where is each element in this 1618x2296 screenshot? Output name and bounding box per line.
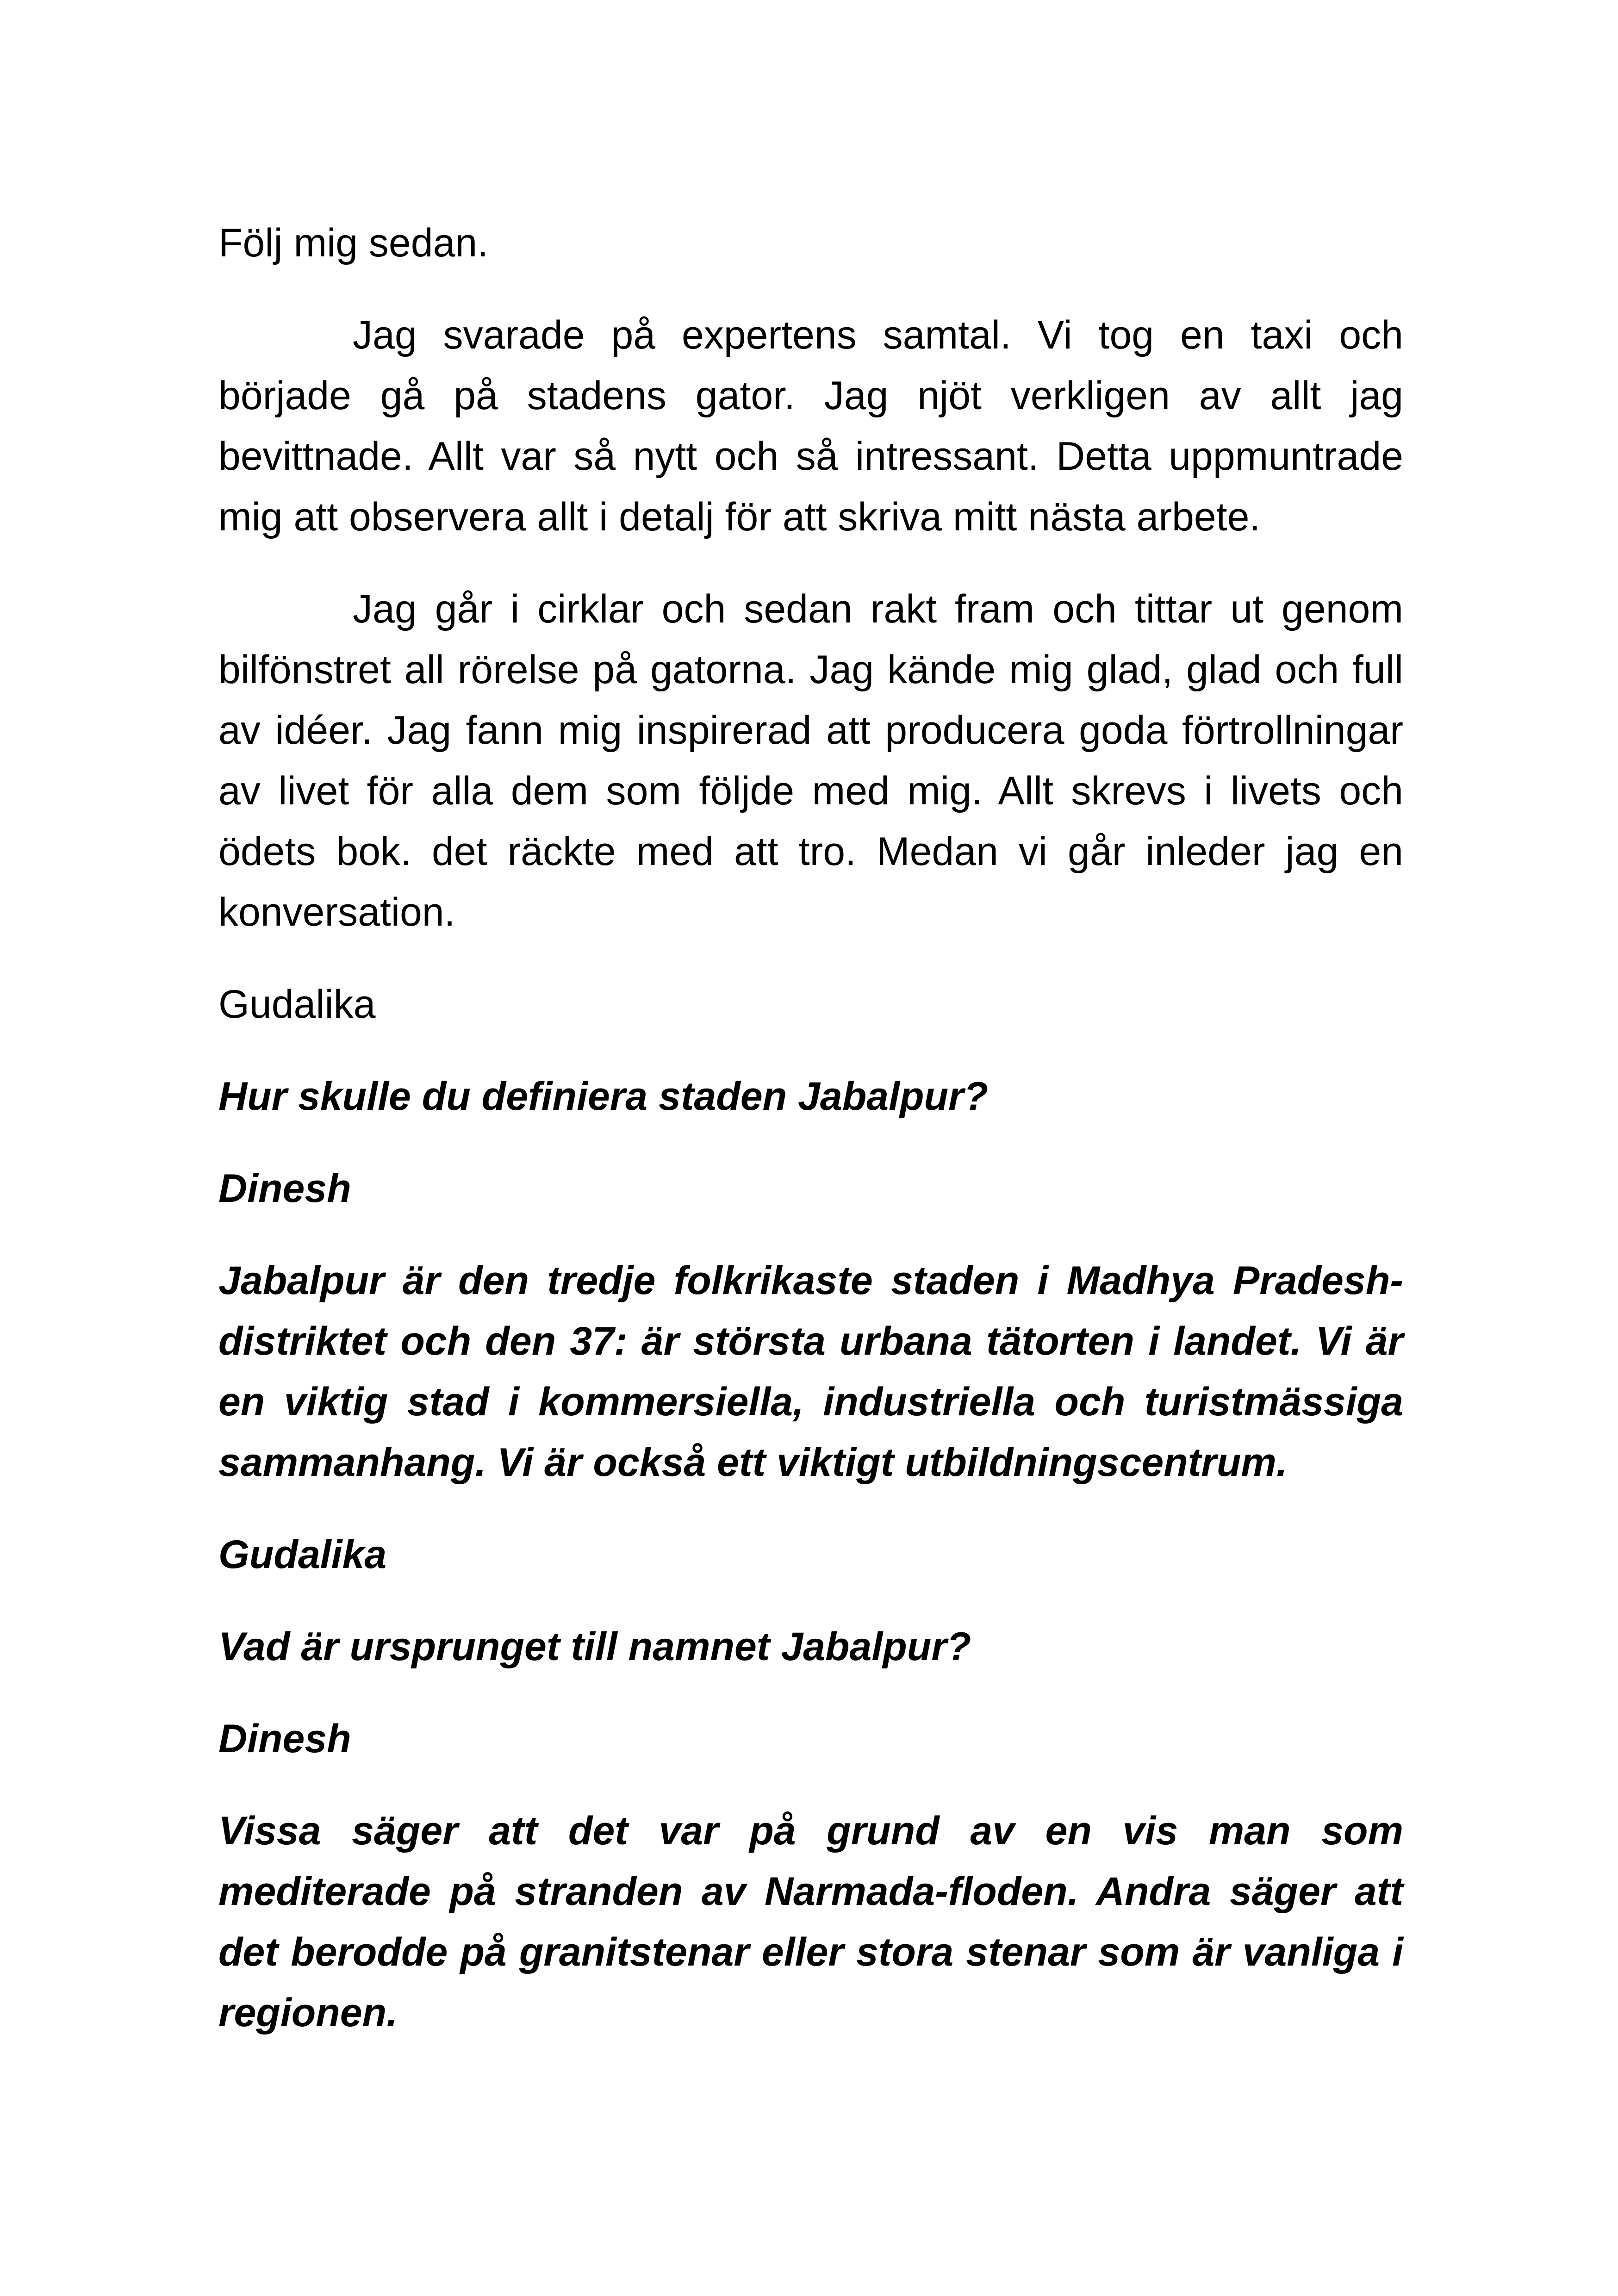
speaker-gudalika-2: Gudalika [218,1532,387,1577]
speaker-dinesh: Dinesh [218,1166,351,1211]
speaker-dinesh-2: Dinesh [218,1717,351,1761]
paragraph-streets: Jag går i cirklar och sedan rakt fram och tittar ut genom bilfönstret all rörelse på gatorna. Jag kände mig glad, glad och full av idéer. Jag fann mig inspirerad att producera goda förtrollningar av livet för alla dem som följde med mig. Allt skrevs i livets och ödets bok. det räckte med att tro. Medan vi går inleder jag en konversation. [218,587,1403,934]
paragraph-taxi: Jag svarade på expertens samtal. Vi tog en taxi och började gå på stadens gator. Jag njöt verkligen av allt jag bevittnade. Allt var så nytt och så intressant. Detta uppmuntrade mig att observera allt i detalj för att skriva mitt nästa arbete. [218,313,1403,539]
body-text [218,213,1403,2075]
answer-name-origin: Vissa säger att det var på grund av en vis man som mediterade på stranden av Narmada-floden. Andra säger att det berodde på granitstenar eller stora stenar som är vanliga i regionen. [218,1809,1403,2035]
answer-define-city: Jabalpur är den tredje folkrikaste staden i Madhya Pradesh-distriktet och den 37: är största urbana tätorten i landet. Vi är en viktig stad i kommersiella, industriella och turistmässiga sammanhang. Vi är också ett viktigt utbildningscentrum. [218,1258,1403,1485]
question-name-origin: Vad är ursprunget till namnet Jabalpur? [218,1624,971,1669]
question-define-city: Hur skulle du definiera staden Jabalpur? [218,1074,989,1119]
paragraph-intro: Följ mig sedan. [218,221,489,265]
speaker-gudalika: Gudalika [218,982,376,1027]
